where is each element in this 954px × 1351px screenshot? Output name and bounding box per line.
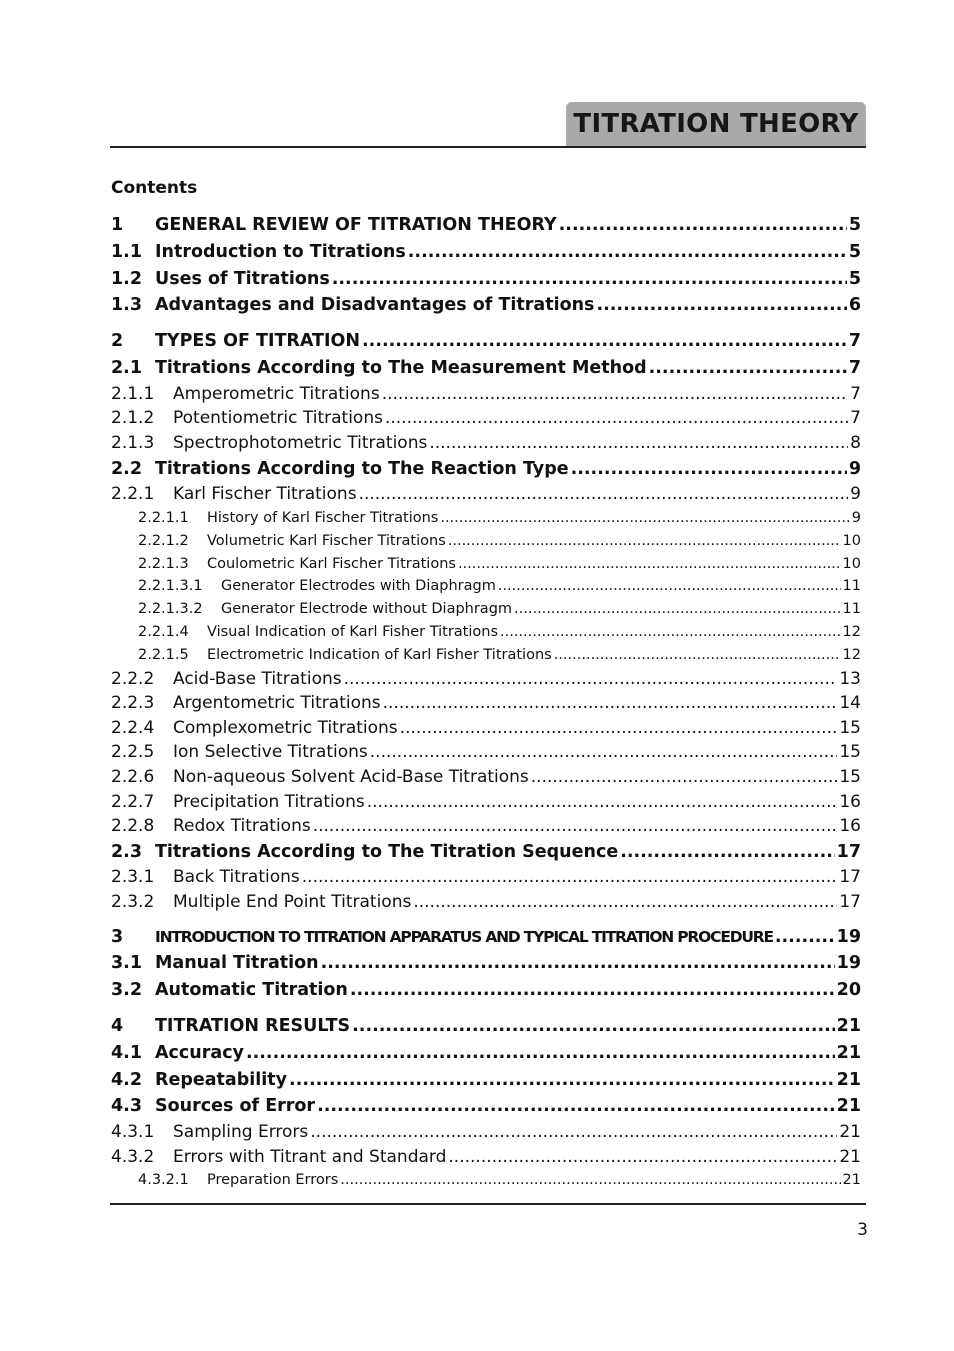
toc-entry-page: 10: [842, 555, 861, 572]
toc-entry[interactable]: [111, 1040, 861, 1067]
toc-entry-title: TYPES OF TITRATION: [155, 331, 361, 352]
toc-entry-page: 21: [836, 1096, 861, 1117]
table-of-contents: [111, 212, 861, 1192]
toc-entry[interactable]: [111, 1169, 861, 1192]
toc-entry-number: 2.2.6: [111, 766, 155, 787]
toc-entry-title: Titrations According to The Reaction Type: [155, 458, 569, 479]
toc-entry[interactable]: [111, 1120, 861, 1145]
toc-entry-page: 17: [839, 867, 861, 888]
toc-entry-number: 1.3: [111, 295, 143, 316]
toc-entry-title: Amperometric Titrations: [173, 383, 380, 404]
toc-entry-number: 2.2.1.2: [138, 532, 189, 549]
dot-leader: [554, 644, 841, 667]
dot-leader: [514, 598, 841, 621]
toc-entry-number: 4.3.2.1: [138, 1172, 189, 1189]
toc-entry-title: Uses of Titrations: [155, 268, 330, 289]
toc-entry-title: Titrations According to The Titration Sequence: [155, 841, 619, 862]
toc-entry-title: History of Karl Fischer Titrations: [207, 509, 439, 526]
toc-entry-title: Coulometric Karl Fischer Titrations: [207, 555, 456, 572]
toc-entry-number: 1.1: [111, 241, 143, 262]
toc-entry[interactable]: [111, 382, 861, 407]
dot-leader: [559, 212, 847, 239]
toc-entry-title: Generator Electrodes with Diaphragm: [221, 578, 496, 595]
dot-leader: [500, 621, 841, 644]
toc-entry-number: 2.2.7: [111, 791, 155, 812]
toc-entry[interactable]: [111, 1093, 861, 1120]
toc-entry[interactable]: [111, 839, 861, 866]
toc-entry-title: Karl Fischer Titrations: [173, 484, 357, 505]
dot-leader: [458, 553, 841, 576]
toc-entry-title: Repeatability: [155, 1069, 288, 1090]
toc-entry-number: 2.2.1.5: [138, 646, 189, 663]
dot-leader: [440, 507, 849, 530]
dot-leader: [317, 1093, 835, 1120]
toc-entry-number: 2.1.2: [111, 408, 155, 429]
toc-entry[interactable]: [111, 553, 861, 576]
toc-entry-title: Generator Electrode without Diaphragm: [221, 601, 513, 618]
toc-entry-title: Manual Titration: [155, 953, 319, 974]
toc-entry-page: 21: [839, 1122, 861, 1143]
toc-entry[interactable]: [111, 212, 861, 239]
toc-entry-title: Electrometric Indication of Karl Fisher Titrations: [207, 646, 552, 663]
toc-entry-number: 1: [111, 215, 124, 235]
toc-entry[interactable]: [111, 765, 861, 790]
toc-entry-page: 19: [836, 926, 861, 947]
toc-entry-number: 2.1: [111, 357, 143, 378]
toc-entry-title: INTRODUCTION TO TITRATION APPARATUS AND TYPICAL TITRATION PROCEDURE: [155, 927, 773, 946]
toc-entry[interactable]: [111, 482, 861, 507]
toc-entry-number: 4.3: [111, 1096, 143, 1117]
toc-entry[interactable]: [111, 644, 861, 667]
toc-entry-number: 2.2.8: [111, 816, 155, 837]
toc-entry-title: Potentiometric Titrations: [173, 408, 383, 429]
toc-entry-title: Complexometric Titrations: [173, 717, 398, 738]
toc-entry-number: 3.1: [111, 953, 143, 974]
dot-leader: [498, 575, 841, 598]
toc-entry[interactable]: [111, 355, 861, 382]
dot-leader: [531, 765, 838, 790]
toc-entry-page: 16: [839, 791, 861, 812]
toc-entry-number: 3: [111, 926, 124, 947]
dot-leader: [413, 890, 837, 915]
dot-leader: [352, 1013, 834, 1040]
dot-leader: [408, 239, 847, 266]
toc-entry[interactable]: [111, 890, 861, 915]
contents-heading: Contents: [111, 178, 198, 198]
toc-entry-number: 3.2: [111, 980, 143, 1001]
dot-leader: [344, 667, 838, 692]
toc-entry-title: Automatic Titration: [155, 980, 348, 1001]
toc-entry[interactable]: [111, 507, 861, 530]
dot-leader: [448, 1145, 837, 1170]
toc-entry-title: Preparation Errors: [207, 1172, 339, 1189]
toc-entry-title: Redox Titrations: [173, 816, 311, 837]
dot-leader: [362, 328, 847, 355]
toc-entry-title: Multiple End Point Titrations: [173, 892, 412, 913]
dot-leader: [400, 716, 838, 741]
toc-entry[interactable]: [111, 292, 861, 319]
toc-entry[interactable]: [111, 621, 861, 644]
toc-entry-title: Accuracy: [155, 1042, 244, 1063]
toc-entry[interactable]: [111, 406, 861, 431]
toc-entry-page: 15: [839, 742, 861, 763]
toc-entry[interactable]: [111, 575, 861, 598]
toc-entry-page: 19: [836, 953, 861, 974]
dot-leader: [429, 431, 848, 456]
dot-leader: [332, 266, 847, 293]
toc-entry[interactable]: [111, 716, 861, 741]
toc-entry-title: GENERAL REVIEW OF TITRATION THEORY: [155, 215, 557, 235]
toc-entry[interactable]: [111, 924, 861, 951]
toc-entry-number: 2.1.1: [111, 383, 155, 404]
toc-entry-number: 2.2.2: [111, 668, 155, 689]
toc-entry-page: 10: [842, 532, 861, 549]
toc-entry-page: 9: [848, 458, 861, 479]
toc-entry-title: Argentometric Titrations: [173, 693, 381, 714]
dot-leader: [313, 814, 838, 839]
toc-entry-number: 2.2.5: [111, 742, 155, 763]
dot-leader: [367, 790, 838, 815]
toc-entry-title: Back Titrations: [173, 867, 300, 888]
toc-entry-number: 2: [111, 331, 124, 352]
toc-entry-title: Ion Selective Titrations: [173, 742, 368, 763]
toc-entry-title: Non-aqueous Solvent Acid-Base Titrations: [173, 766, 529, 787]
toc-entry-title: Errors with Titrant and Standard: [173, 1146, 447, 1167]
toc-entry-page: 17: [836, 841, 861, 862]
toc-entry[interactable]: [111, 530, 861, 553]
toc-entry-page: 5: [848, 241, 861, 262]
footer-rule: [110, 1203, 866, 1205]
section-title: TITRATION THEORY: [573, 109, 859, 139]
toc-entry-page: 17: [839, 892, 861, 913]
dot-leader: [289, 1067, 835, 1094]
dot-leader: [571, 456, 847, 483]
header-rule: [110, 146, 866, 148]
dot-leader: [370, 740, 838, 765]
toc-entry-number: 4.3.2: [111, 1146, 155, 1167]
toc-entry[interactable]: [111, 239, 861, 266]
toc-entry-number: 2.2.1.1: [138, 509, 189, 526]
toc-entry-number: 2.2.3: [111, 693, 155, 714]
toc-entry-title: Titrations According to The Measurement Method: [155, 357, 647, 378]
toc-entry-page: 12: [842, 646, 861, 663]
toc-entry[interactable]: [111, 266, 861, 293]
toc-entry[interactable]: [111, 431, 861, 456]
toc-entry-page: 7: [850, 383, 861, 404]
toc-entry[interactable]: [111, 1145, 861, 1170]
dot-leader: [340, 1169, 840, 1192]
dot-leader: [350, 977, 835, 1004]
toc-entry-title: Sampling Errors: [173, 1122, 309, 1143]
dot-leader: [246, 1040, 835, 1067]
toc-entry-page: 11: [842, 601, 861, 618]
toc-entry-title: Visual Indication of Karl Fisher Titrations: [207, 623, 499, 640]
toc-entry-number: 2.3: [111, 841, 143, 862]
toc-entry-number: 1.2: [111, 268, 143, 289]
toc-entry[interactable]: [111, 977, 861, 1004]
dot-leader: [775, 924, 835, 951]
toc-entry-page: 21: [842, 1172, 861, 1189]
toc-entry-page: 21: [836, 1042, 861, 1063]
toc-entry-number: 4.2: [111, 1069, 143, 1090]
toc-entry[interactable]: [111, 328, 861, 355]
toc-entry[interactable]: [111, 598, 861, 621]
toc-entry-number: 2.2.1.4: [138, 623, 189, 640]
toc-entry-page: 9: [850, 484, 861, 505]
toc-entry-page: 12: [842, 623, 861, 640]
toc-entry-number: 2.2.1: [111, 484, 155, 505]
toc-entry-page: 9: [851, 509, 861, 526]
toc-entry-number: 4: [111, 1016, 124, 1037]
dot-leader: [321, 950, 835, 977]
toc-entry-page: 7: [848, 331, 861, 352]
dot-leader: [359, 482, 849, 507]
toc-entry-page: 11: [842, 578, 861, 595]
toc-entry-title: Spectrophotometric Titrations: [173, 432, 428, 453]
page-number: 3: [857, 1220, 868, 1240]
toc-entry-number: 2.1.3: [111, 432, 155, 453]
toc-entry-number: 4.3.1: [111, 1122, 155, 1143]
toc-entry[interactable]: [111, 740, 861, 765]
dot-leader: [649, 355, 847, 382]
toc-entry-page: 16: [839, 816, 861, 837]
toc-entry-number: 2.3.2: [111, 892, 155, 913]
toc-entry[interactable]: [111, 814, 861, 839]
dot-leader: [448, 530, 841, 553]
dot-leader: [385, 406, 848, 431]
toc-entry[interactable]: [111, 865, 861, 890]
toc-entry-title: Acid-Base Titrations: [173, 668, 342, 689]
toc-entry-title: Precipitation Titrations: [173, 791, 365, 812]
toc-entry-page: 5: [848, 268, 861, 289]
toc-entry-title: Advantages and Disadvantages of Titrations: [155, 295, 595, 316]
toc-entry-number: 2.2.1.3.2: [138, 601, 203, 618]
toc-entry-page: 15: [839, 717, 861, 738]
toc-entry-page: 7: [848, 357, 861, 378]
toc-entry[interactable]: [111, 456, 861, 483]
toc-entry-title: Sources of Error: [155, 1096, 316, 1117]
toc-entry-page: 21: [836, 1016, 861, 1037]
toc-entry-number: 2.2.1.3.1: [138, 578, 203, 595]
toc-entry-page: 5: [848, 215, 861, 235]
toc-entry[interactable]: [111, 1013, 861, 1040]
dot-leader: [620, 839, 834, 866]
dot-leader: [310, 1120, 837, 1145]
dot-leader: [382, 382, 848, 407]
section-header-tab: [566, 102, 866, 146]
toc-entry-page: 6: [848, 295, 861, 316]
toc-entry-page: 21: [836, 1069, 861, 1090]
dot-leader: [302, 865, 838, 890]
toc-entry-page: 13: [839, 668, 861, 689]
toc-entry-number: 2.3.1: [111, 867, 155, 888]
toc-entry-page: 8: [850, 432, 861, 453]
toc-entry-number: 4.1: [111, 1042, 143, 1063]
toc-entry[interactable]: [111, 950, 861, 977]
toc-entry-page: 15: [839, 766, 861, 787]
toc-entry-number: 2.2: [111, 458, 143, 479]
toc-entry-number: 2.2.4: [111, 717, 155, 738]
toc-entry[interactable]: [111, 691, 861, 716]
toc-entry-title: Volumetric Karl Fischer Titrations: [207, 532, 446, 549]
toc-entry-number: 2.2.1.3: [138, 555, 189, 572]
dot-leader: [383, 691, 838, 716]
toc-entry[interactable]: [111, 667, 861, 692]
toc-entry-page: 7: [850, 408, 861, 429]
toc-entry-page: 20: [836, 980, 861, 1001]
toc-entry[interactable]: [111, 790, 861, 815]
dot-leader: [596, 292, 846, 319]
toc-entry-page: 14: [839, 693, 861, 714]
toc-entry-page: 21: [839, 1146, 861, 1167]
toc-entry-title: TITRATION RESULTS: [155, 1016, 351, 1037]
toc-entry-title: Introduction to Titrations: [155, 241, 406, 262]
toc-entry[interactable]: [111, 1067, 861, 1094]
